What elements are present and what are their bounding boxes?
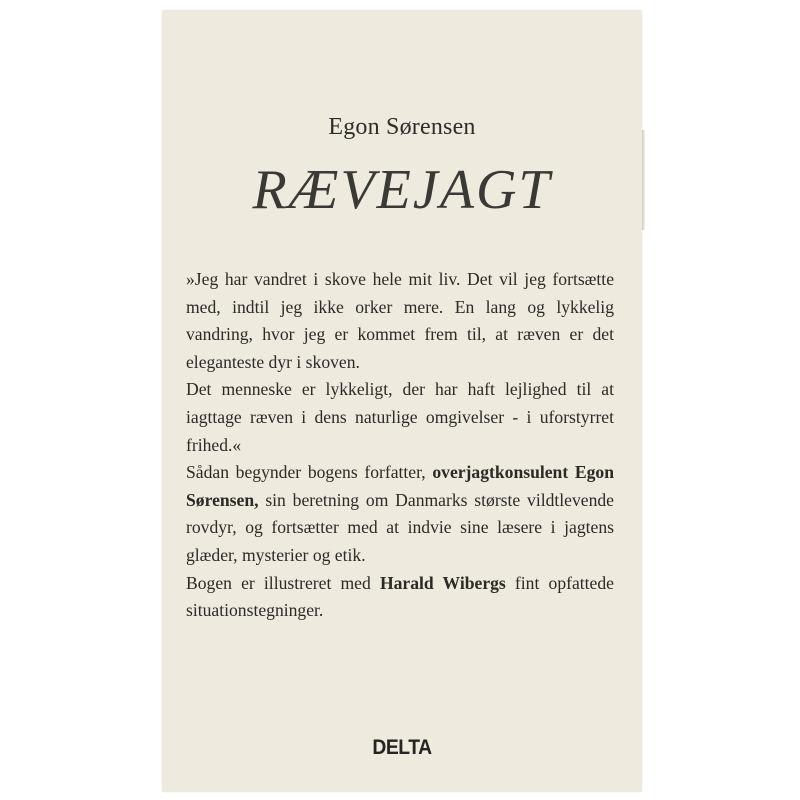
publisher-logo: DELTA [372, 736, 432, 759]
blurb-text-span: Bogen er illustreret med [186, 572, 380, 593]
blurb-text [186, 266, 614, 625]
blurb-text-span: fint opfattede situationstegninger. [186, 572, 614, 621]
blurb-text-span: sin beretning om Danmarks største vildtlevende rovdyr, og fortsætter med at indvie sine læsere i jagtens glæder, mysterier og etik. [186, 489, 614, 565]
book-back-cover [162, 10, 642, 792]
page-edge [642, 130, 645, 230]
illustrator-name: Harald Wibergs [379, 572, 506, 593]
blurb-paragraph-author-intro [186, 459, 614, 569]
book-title: RÆVEJAGT [252, 159, 552, 221]
blurb-paragraph-quote-1: »Jeg har vandret i skove hele mit liv. Det vil jeg fortsætte med, indtil jeg ikke orker mere. En lang og lykkelig vandring, hvor jeg er kommet frem til, at ræven er det eleganteste dyr i skoven. [186, 269, 614, 372]
blurb-text-span: Sådan begynder bogens forfatter, [186, 462, 433, 483]
blurb-paragraph-illustrations [186, 570, 614, 625]
author-name: Egon Sørensen [328, 114, 476, 140]
blurb-paragraph-quote-2: Det menneske er lykkeligt, der har haft lejlighed til at iagttage ræven i dens naturlige omgivelser - i uforstyrret frihed.« [186, 379, 614, 455]
author-credential: overjagtkonsulent Egon Sørensen, [186, 462, 614, 510]
